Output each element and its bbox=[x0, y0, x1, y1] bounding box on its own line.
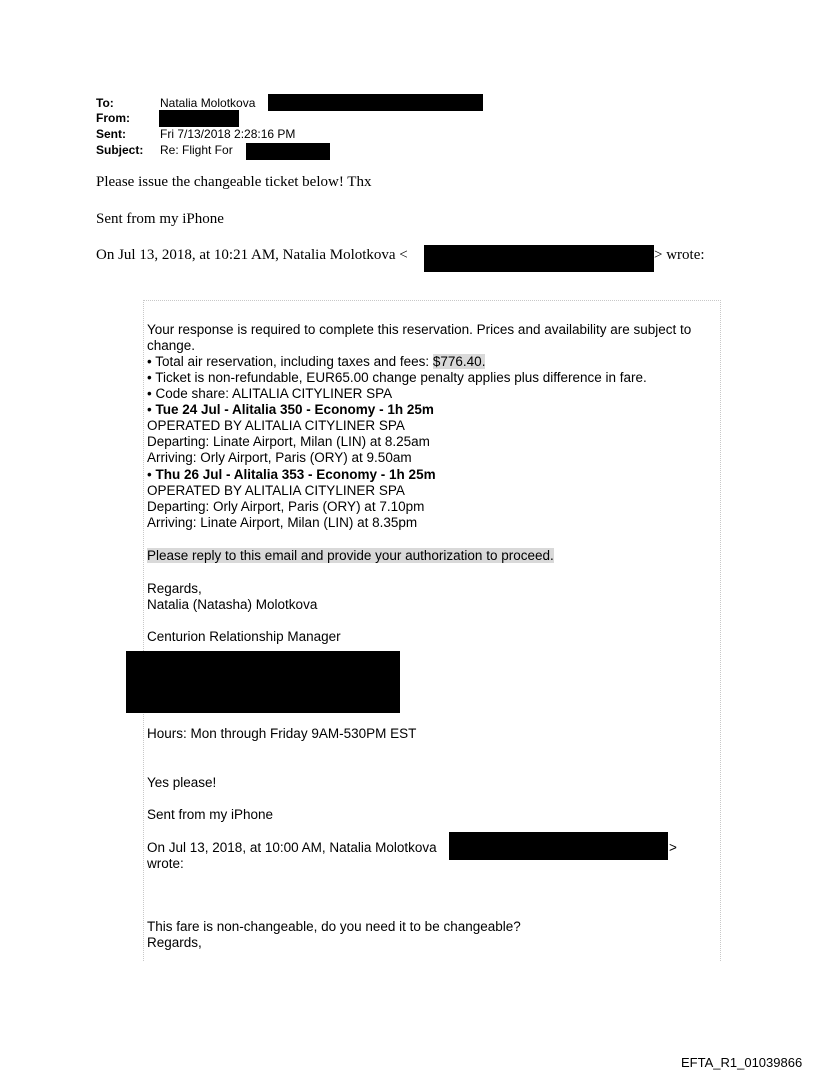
redaction-block bbox=[449, 832, 668, 860]
flight1-arrive: Arriving: Orly Airport, Paris (ORY) at 9.50am bbox=[147, 450, 412, 465]
redaction-block bbox=[246, 143, 330, 160]
flight2-line bbox=[147, 467, 436, 482]
signature-name: Natalia (Natasha) Molotkova bbox=[147, 597, 318, 612]
redaction-block bbox=[424, 245, 654, 272]
hours-line: Hours: Mon through Friday 9AM-530PM EST bbox=[147, 726, 417, 741]
bullet-ticket: • Ticket is non-refundable, EUR65.00 change penalty applies plus difference in fare. bbox=[147, 370, 647, 385]
subject-label: Subject: bbox=[96, 143, 144, 157]
to-value: Natalia Molotkova bbox=[160, 96, 256, 110]
regards-2: Regards, bbox=[147, 935, 202, 950]
sent-from-iphone: Sent from my iPhone bbox=[147, 807, 274, 822]
sent-from-line: Sent from my iPhone bbox=[96, 211, 224, 227]
subject-value: Re: Flight For bbox=[160, 143, 233, 157]
bullet-codeshare: • Code share: ALITALIA CITYLINER SPA bbox=[147, 386, 393, 401]
nonchangeable-question: This fare is non-changeable, do you need it to be changeable? bbox=[147, 919, 521, 934]
sent-label: Sent: bbox=[96, 127, 126, 141]
redaction-block bbox=[126, 651, 400, 713]
flight1-operated: OPERATED BY ALITALIA CITYLINER SPA bbox=[147, 418, 405, 433]
quote-header-line: On Jul 13, 2018, at 10:21 AM, Natalia Molotkova < bbox=[96, 247, 408, 263]
reply-request-text: Please reply to this email and provide your authorization to proceed. bbox=[147, 548, 554, 563]
flight2-depart: Departing: Orly Airport, Paris (ORY) at 7.10pm bbox=[147, 499, 425, 514]
redaction-block bbox=[268, 94, 483, 111]
to-label: To: bbox=[96, 96, 114, 110]
flight2-operated: OPERATED BY ALITALIA CITYLINER SPA bbox=[147, 483, 405, 498]
bullet: • bbox=[147, 402, 152, 417]
flight1-title: Tue 24 Jul - Alitalia 350 - Economy - 1h 25m bbox=[155, 402, 434, 417]
regards: Regards, bbox=[147, 581, 202, 596]
quote-header-wrote: > wrote: bbox=[654, 247, 705, 263]
nested-quote-header: On Jul 13, 2018, at 10:00 AM, Natalia Molotkova bbox=[147, 840, 437, 855]
quote-intro-cont: change. bbox=[147, 338, 196, 353]
reply-line: Please issue the changeable ticket below! Thx bbox=[96, 174, 372, 190]
nested-quote-wrote: wrote: bbox=[147, 856, 184, 871]
flight1-depart: Departing: Linate Airport, Milan (LIN) at 8.25am bbox=[147, 434, 430, 449]
flight2-arrive: Arriving: Linate Airport, Milan (LIN) at 8.35pm bbox=[147, 515, 418, 530]
total-amount: $776.40. bbox=[432, 354, 486, 369]
bullet-total-label: • Total air reservation, including taxes and fees: bbox=[147, 354, 433, 369]
bullet-total bbox=[147, 354, 485, 369]
from-label: From: bbox=[96, 111, 130, 125]
document-id: EFTA_R1_01039866 bbox=[681, 1055, 803, 1070]
reply-request bbox=[147, 548, 554, 563]
yes-please: Yes please! bbox=[147, 775, 217, 790]
flight1-line bbox=[147, 402, 434, 417]
quote-intro: Your response is required to complete this reservation. Prices and availability are subject to bbox=[147, 322, 692, 337]
flight2-title: Thu 26 Jul - Alitalia 353 - Economy - 1h 25m bbox=[155, 467, 436, 482]
redaction-block bbox=[159, 110, 239, 127]
nested-quote-bracket: > bbox=[669, 840, 677, 855]
signature-title: Centurion Relationship Manager bbox=[147, 629, 341, 644]
bullet: • bbox=[147, 467, 152, 482]
sent-value: Fri 7/13/2018 2:28:16 PM bbox=[160, 127, 296, 141]
